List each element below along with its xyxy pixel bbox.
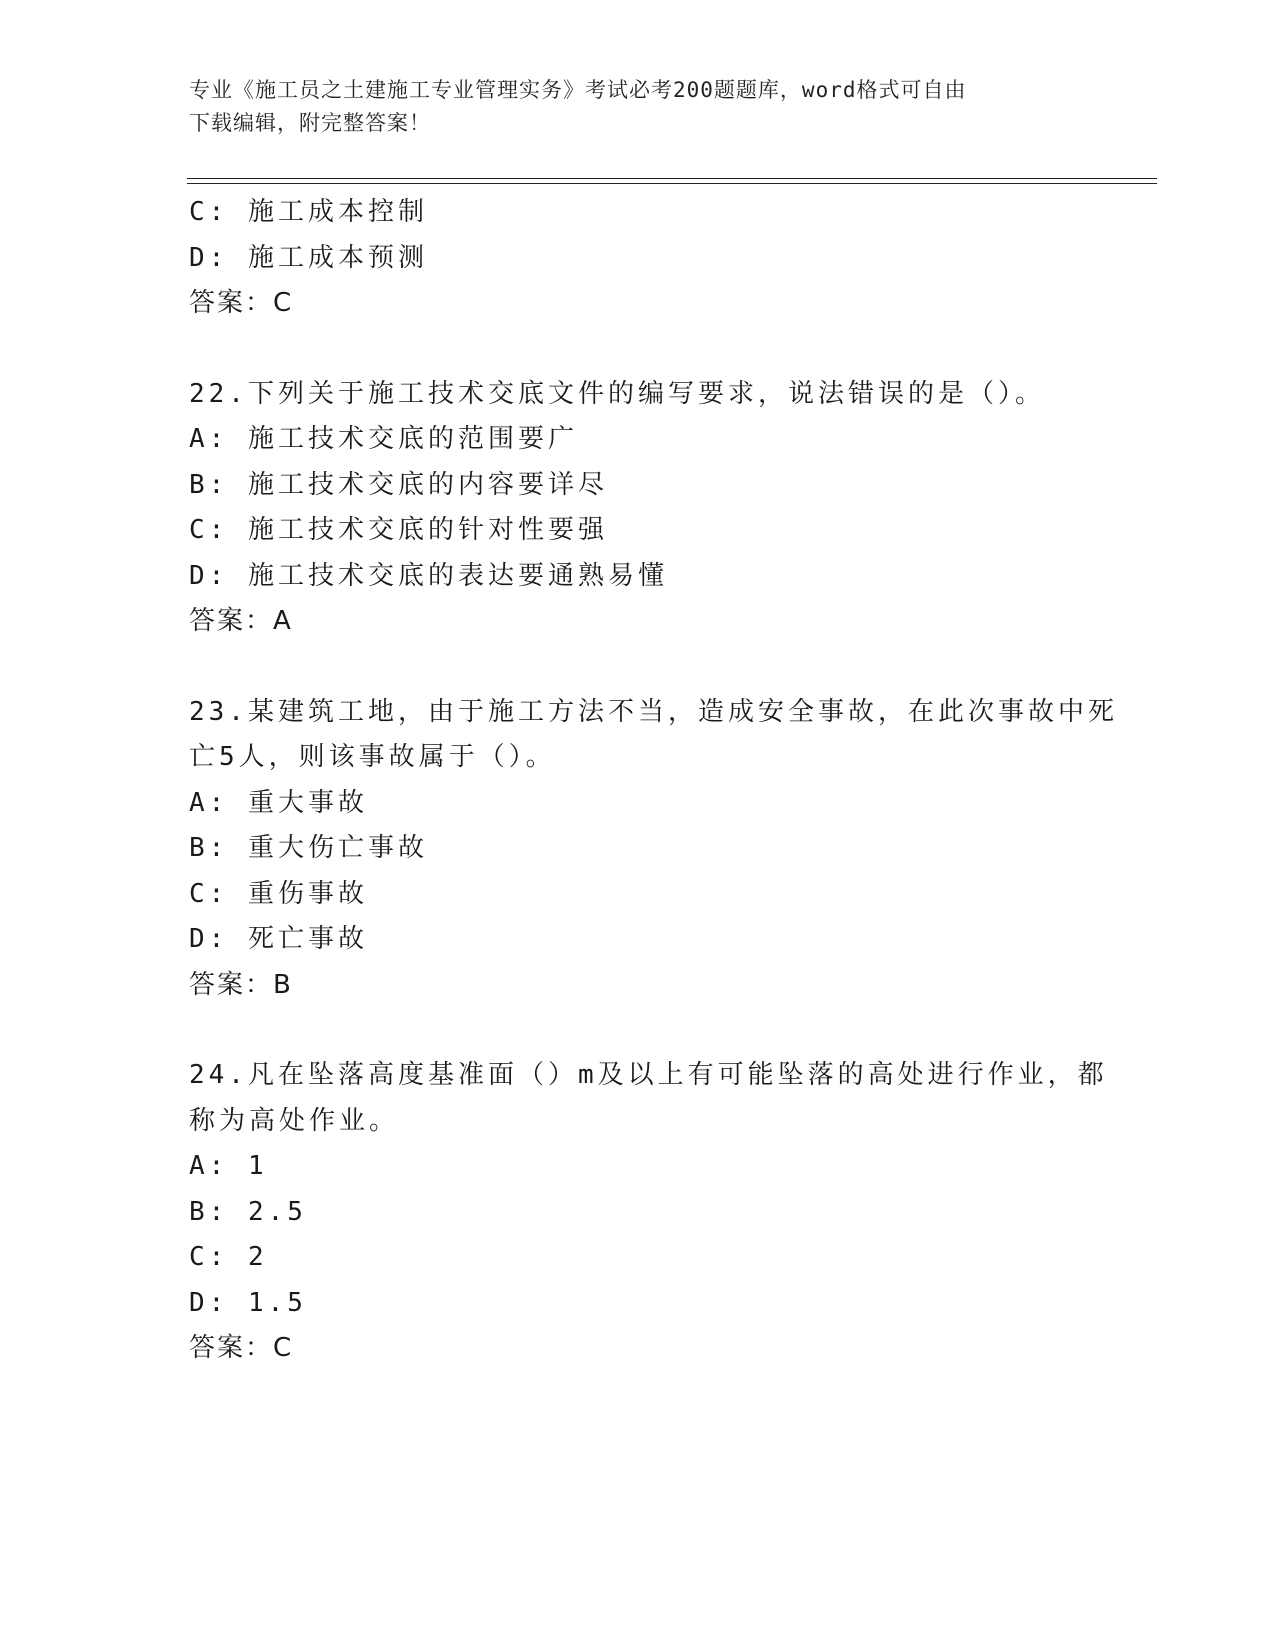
carryover-question	[189, 190, 1089, 327]
header-line-2: 下载编辑，附完整答案！	[189, 111, 431, 135]
option-c: C: 重伤事故	[189, 878, 368, 909]
option-d: D: 施工技术交底的表达要通熟易懂	[189, 560, 668, 591]
answer: 答案：C	[189, 1333, 294, 1363]
option-a: A: 施工技术交底的范围要广	[189, 424, 578, 454]
answer: 答案：B	[189, 969, 293, 1000]
option-b: B: 2.5	[189, 1196, 307, 1227]
question-24	[189, 1053, 1108, 1372]
option-b: B: 施工技术交底的内容要详尽	[189, 469, 608, 500]
header-divider-top	[187, 178, 1157, 179]
option-c: C: 施工技术交底的针对性要强	[189, 515, 608, 545]
document-header	[189, 74, 1089, 140]
option-d: D: 死亡事故	[189, 924, 368, 954]
option-a: A: 重大事故	[189, 787, 368, 818]
option-c: C: 施工成本控制	[189, 197, 428, 227]
question-list	[189, 190, 1118, 1372]
question-text-line-2: 称为高处作业。	[189, 1105, 400, 1136]
option-c: C: 2	[189, 1242, 268, 1272]
option-a: A: 1	[189, 1151, 268, 1181]
header-divider-bottom	[187, 183, 1157, 184]
option-b: B: 重大伤亡事故	[189, 833, 428, 863]
option-d: D: 施工成本预测	[189, 242, 428, 273]
header-line-1: 专业《施工员之土建施工专业管理实务》考试必考200题题库，word格式可自由	[189, 78, 967, 102]
question-22	[189, 372, 1089, 645]
question-text-line-2: 亡5人，则该事故属于（）。	[189, 742, 556, 772]
answer: 答案：C	[189, 288, 294, 318]
option-d: D: 1.5	[189, 1287, 307, 1318]
question-text-line-1: 23.某建筑工地，由于施工方法不当，造成安全事故，在此次事故中死	[189, 696, 1118, 727]
answer: 答案：A	[189, 606, 293, 636]
question-23	[189, 690, 1118, 1009]
question-text: 22.下列关于施工技术交底文件的编写要求，说法错误的是（）。	[189, 378, 1045, 409]
question-text-line-1: 24.凡在坠落高度基准面（）m及以上有可能坠落的高处进行作业，都	[189, 1060, 1108, 1090]
